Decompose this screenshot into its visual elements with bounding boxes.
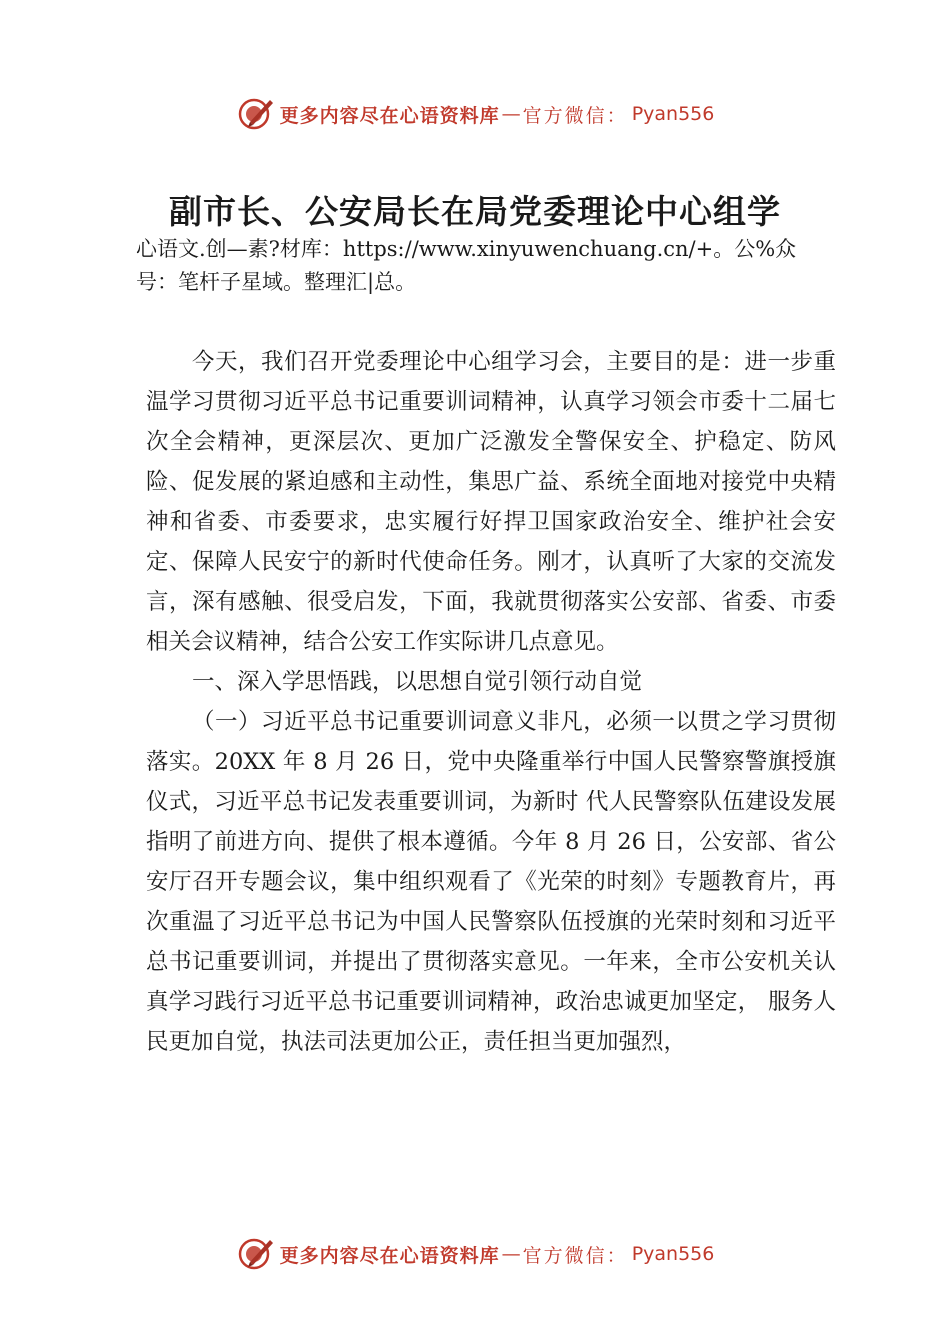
banner-wechat-id: Pyan556 — [631, 1243, 715, 1265]
document-title: 副市长、公安局长在局党委理论中心组学 — [169, 192, 781, 231]
footer-banner — [0, 1232, 950, 1276]
banner-wechat-label: 官方微信： — [522, 104, 628, 127]
paragraph-intro: 今天，我们召开党委理论中心组学习会，主要目的是：进一步重温学习贯彻习近平总书记重要训词精神，认真学习领会市委十二届七次全会精神，更深层次、更加广泛激发全警保安全、护稳定、防风险、促发展的紧迫感和主动性，集思广益、系统全面地对接党中央精神和省委、市委要求，忠实履行好捍卫国家政治安全、维护社会安定、保障人民安宁的新时代使命任务。刚才，认真听了大家的交流发言，深有感触、很受启发，下面，我就贯彻落实公安部、省委、市委相关会议精神，结合公安工作实际讲几点意见。 — [146, 349, 836, 655]
source-line: 心语文.创—素?材库：https://www.xinyuwenchuang.cn/+。公%众号：笔杆子星域。整理汇|总。 — [136, 237, 797, 294]
banner-dash: — — [501, 103, 521, 125]
document-body — [146, 342, 836, 1062]
banner-wechat-id: Pyan556 — [631, 103, 715, 125]
banner-dash: — — [501, 1243, 521, 1265]
pen-logo-icon — [236, 1234, 276, 1274]
banner-brand-text: 更多内容尽在心语资料库 — [279, 1244, 500, 1267]
banner-wechat-label: 官方微信： — [522, 1244, 628, 1267]
banner-brand-text: 更多内容尽在心语资料库 — [279, 104, 500, 127]
pen-logo-icon — [236, 94, 276, 134]
paragraph-subsection-1: （一）习近平总书记重要训词意义非凡，必须一以贯之学习贯彻落实。20XX 年 8 月 26 日，党中央隆重举行中国人民警察警旗授旗仪式，习近平总书记发表重要训词，为新时 代人民警察队伍建设发展指明了前进方向、提供了根本遵循。今年 8 月 26 日，公安部、省公安厅召开专题会议，集中组织观看了《光荣的时刻》专题教育片，再次重温了习近平总书记为中国人民警察队伍授旗的光荣时刻和习近平总书记重要训词，并提出了贯彻落实意见。一年来，全市公安机关认 真学习践行习近平总书记重要训词精神，政治忠诚更加坚定， 服务人民更加自觉，执法司法更加公正，责任担当更加强烈， — [146, 709, 836, 1055]
section-heading-1: 一、深入学思悟践，以思想自觉引领行动自觉 — [192, 669, 643, 695]
header-banner — [0, 92, 950, 136]
